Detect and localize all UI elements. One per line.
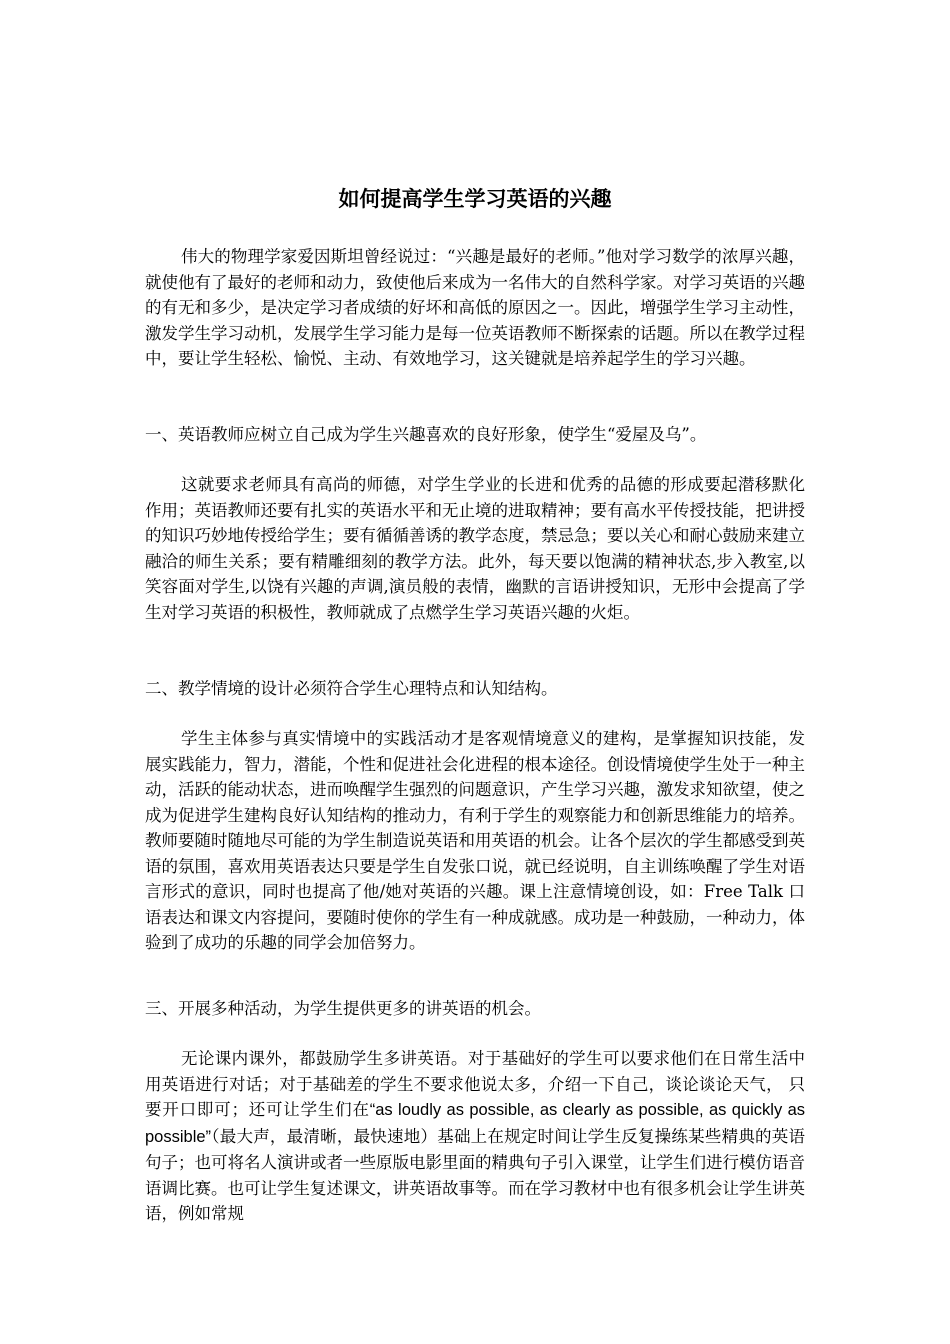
paragraph-intro: 伟大的物理学家爱因斯坦曾经说过：“兴趣是最好的老师。”他对学习数学的浓厚兴趣，就使他有了最好的老师和动力，致使他后来成为一名伟大的自然科学家。对学习英语的兴趣的有无和多少，是决定学习者成绩的好坏和高低的原因之一。因此，增强学生学习主动性，激发学生学习动机，发展学生学习能力是每一位英语教师不断探索的话题。所以在教学过程中，要让学生轻松、愉悦、主动、有效地学习，这关键就是培养起学生的学习兴趣。: [145, 247, 805, 368]
paragraph-section-3: [145, 1046, 805, 1227]
section-heading-1: 一、英语教师应树立自己成为学生兴趣喜欢的良好形象，使学生“爱屋及乌”。: [145, 425, 707, 444]
document-page: [145, 0, 805, 1344]
paragraph-section-3-part1: 无论课内课外，都鼓励学生多讲英语。对于基础好的学生可以要求他们在日常生活中用英语进行对话；对于基础差的学生不要求他说太多，介绍一下自己，谈论谈论天气， 只要开口即可；还可让学生们在: [145, 1049, 805, 1119]
paragraph-section-3-part2: （最大声，最清晰，最快速地）基础上在规定时间让学生反复操练某些精典的英语句子；也可将名人演讲或者一些原版电影里面的精典句子引入课堂，让学生们进行模仿语音语调比赛。也可让学生复述课文，讲英语故事等。而在学习教材中也有很多机会让学生讲英语，例如常规: [145, 1126, 805, 1223]
english-quote: “as loudly as possible, as clearly as possible, as quickly as possible”: [145, 1101, 805, 1146]
document-title: 如何提高学生学习英语的兴趣: [338, 186, 612, 211]
paragraph-section-2: 学生主体参与真实情境中的实践活动才是客观情境意义的建构，是掌握知识技能，发展实践能力，智力，潜能，个性和促进社会化进程的根本途径。创设情境使学生处于一种主动，活跃的能动状态，进而唤醒学生强烈的问题意识，产生学习兴趣，激发求知欲望，使之成为促进学生建构良好认知结构的推动力，有利于学生的观察能力和创新思维能力的培养。教师要随时随地尽可能的为学生制造说英语和用英语的机会。让各个层次的学生都感受到英语的氛围，喜欢用英语表达只要是学生自发张口说，就已经说明，自主训练唤醒了学生对语言形式的意识，同时也提高了他/她对英语的兴趣。课上注意情境创设，如：Free Talk 口语表达和课文内容提问，要随时使你的学生有一种成就感。成功是一种鼓励，一种动力，体验到了成功的乐趣的同学会加倍努力。: [145, 729, 805, 952]
section-heading-2: 二、教学情境的设计必须符合学生心理特点和认知结构。: [145, 679, 558, 698]
section-heading-3: 三、开展多种活动，为学生提供更多的讲英语的机会。: [145, 999, 541, 1018]
paragraph-section-1: 这就要求老师具有高尚的师德，对学生学业的长进和优秀的品德的形成要起潜移默化作用；英语教师还要有扎实的英语水平和无止境的进取精神；要有高水平传授技能，把讲授的知识巧妙地传授给学生；要有循循善诱的教学态度，禁忌急；要以关心和耐心鼓励来建立融洽的师生关系；要有精雕细刻的教学方法。此外，每天要以饱满的精神状态,步入教室,以笑容面对学生,以饶有兴趣的声调,演员般的表情，幽默的言语讲授知识，无形中会提高了学生对学习英语的积极性，教师就成了点燃学生学习英语兴趣的火炬。: [145, 475, 805, 622]
